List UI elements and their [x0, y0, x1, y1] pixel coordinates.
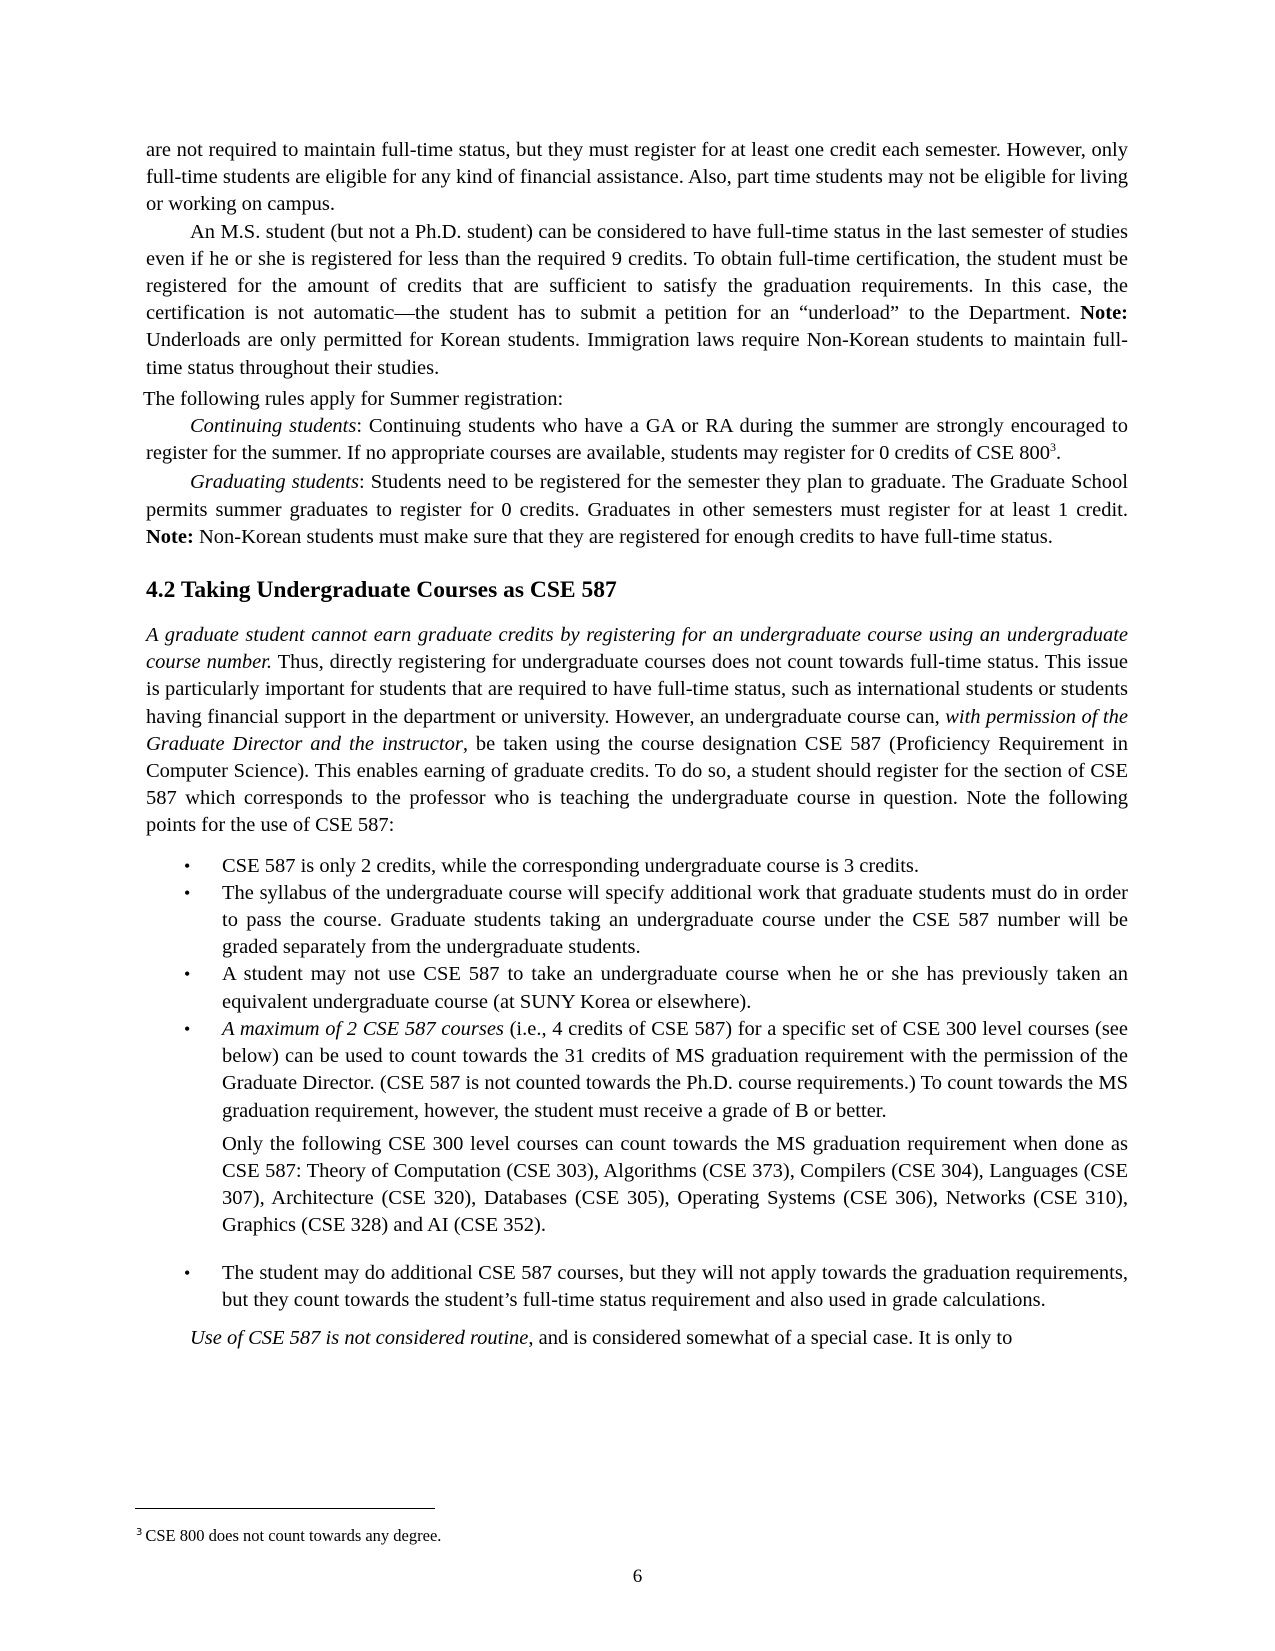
graduating-students-label: Graduating students	[190, 471, 359, 494]
footnote-mark: 3	[136, 1527, 143, 1538]
section-heading: 4.2 Taking Undergraduate Courses as CSE 587	[146, 577, 617, 604]
summer-rules-intro: The following rules apply for Summer registration:	[143, 387, 564, 410]
list-item-text: CSE 587 is only 2 credits, while the corresponding undergraduate course is 3 credits.	[222, 854, 920, 877]
intro-text-b: , be taken using the course designation CSE 587 (Proficiency Requirement in Computer Science). This enables earning of graduate credits. To do so, a student should register for the section of CSE 587 which corresponds to the professor who is teaching the undergraduate course in question. Note the following points for the use of CSE 587:	[146, 732, 1129, 837]
note-label: Note:	[146, 525, 194, 548]
bullet-icon: •	[184, 1263, 191, 1284]
underload-text-b: Underloads are only permitted for Korean students. Immigration laws require Non-Korean students to maintain full-time status throughout their studies.	[146, 329, 1128, 379]
bullet-icon: •	[184, 964, 191, 985]
bullet-icon: •	[184, 882, 191, 903]
eligible-courses-paragraph: Only the following CSE 300 level courses can count towards the MS graduation requirement when done as CSE 587: Theory of Computation (CSE 303), Algorithms (CSE 373), Compilers (CSE 304), Languages (CSE 307), Architecture (CSE 320), Databases (CSE 305), Operating Systems (CSE 306), Networks (CSE 310), Graphics (CSE 328) and AI (CSE 352).	[222, 1132, 1128, 1237]
list-item-text: The syllabus of the undergraduate course will specify additional work that graduate students must do in order to pass the course. Graduate students taking an undergraduate course under the CSE 587 number will be graded separately from the undergraduate students.	[222, 881, 1128, 959]
paragraph-full-time-status: are not required to maintain full-time status, but they must register for at least one credit each semester. However, only full-time students are eligible for any kind of financial assistance. Also, part time students may not be eligible for living or working on campus.	[146, 139, 1128, 216]
graduating-students-text-a: : Students need to be registered for the semester they plan to graduate. The Graduate School permits summer graduates to register for 0 credits. Graduates in other semesters must register for at least 1 credit.	[146, 471, 1128, 521]
closing-paragraph	[146, 1325, 1128, 1352]
footnote-reference[interactable]: 3	[1050, 440, 1056, 455]
footnote-divider	[135, 1508, 435, 1509]
continuing-students-text: : Continuing students who have a GA or RA during the summer are strongly encouraged to register for the summer. If no appropriate courses are available, students may register for 0 credits of CSE 800	[146, 415, 1128, 465]
intro-italic-b: with permission of the Graduate Director and the instructor	[146, 705, 1128, 755]
list-item	[146, 1260, 1128, 1314]
document-page	[143, 137, 1129, 1373]
list-item-text: (i.e., 4 credits of CSE 587) for a specific set of CSE 300 level courses (see below) can be used to count towards the 31 credits of MS graduation requirement with the permission of the Graduate Director. (CSE 587 is not counted towards the Ph.D. course requirements.) To count towards the MS graduation requirement, however, the student must receive a grade of B or better.	[222, 1017, 1128, 1122]
intro-italic-a: A graduate student cannot earn graduate credits by registering for an undergraduate course using an undergraduate course number.	[146, 624, 1128, 674]
closing-text: , and is considered somewhat of a special case. It is only to	[528, 1327, 1013, 1350]
footnote-text: CSE 800 does not count towards any degree.	[145, 1526, 442, 1545]
intro-text-a: Thus, directly registering for undergraduate courses does not count towards full-time status. This issue is particularly important for students that are required to have full-time status, such as international students or students having financial support in the department or university. However, an undergraduate course can,	[146, 651, 1129, 728]
list-item-text: A student may not use CSE 587 to take an undergraduate course when he or she has previously taken an equivalent undergraduate course (at SUNY Korea or elsewhere).	[222, 963, 1128, 1013]
list-item-italic: A maximum of 2 CSE 587 courses	[222, 1017, 504, 1040]
list-item	[146, 880, 1128, 962]
paragraph-section-intro	[146, 622, 1128, 840]
cse587-rules-list-cont	[146, 1260, 1128, 1314]
list-item-text: The student may do additional CSE 587 courses, but they will not apply towards the graduation requirements, but they count towards the student’s full-time status requirement and also used in grade calculations.	[222, 1262, 1128, 1312]
list-item	[146, 961, 1128, 1015]
graduating-students-text-b: Non-Korean students must make sure that they are registered for enough credits to have full-time status.	[193, 525, 1053, 548]
note-label: Note:	[1080, 302, 1128, 325]
continuing-end: .	[1056, 442, 1062, 465]
bullet-icon: •	[184, 1018, 191, 1039]
page-number: 6	[632, 1566, 643, 1587]
continuing-students-label: Continuing students	[190, 415, 357, 438]
underload-text-a: An M.S. student (but not a Ph.D. student) can be considered to have full-time status in the last semester of studies even if he or she is registered for less than the required 9 credits. To obtain full-time certification, the student must be registered for the amount of credits that are sufficient to satisfy the graduation requirements. In this case, the certification is not automatic—the student has to submit a petition for an “underload” to the Department.	[146, 220, 1128, 325]
list-item	[146, 1016, 1128, 1125]
closing-italic: Use of CSE 587 is not considered routine	[190, 1327, 529, 1350]
list-item	[146, 853, 1128, 880]
footnote	[136, 1522, 441, 1547]
bullet-icon: •	[184, 855, 191, 876]
cse587-rules-list	[146, 853, 1128, 1125]
paragraph-graduating-students	[146, 469, 1128, 551]
paragraph-continuing-students	[146, 413, 1128, 467]
paragraph-ms-underload	[146, 219, 1128, 382]
